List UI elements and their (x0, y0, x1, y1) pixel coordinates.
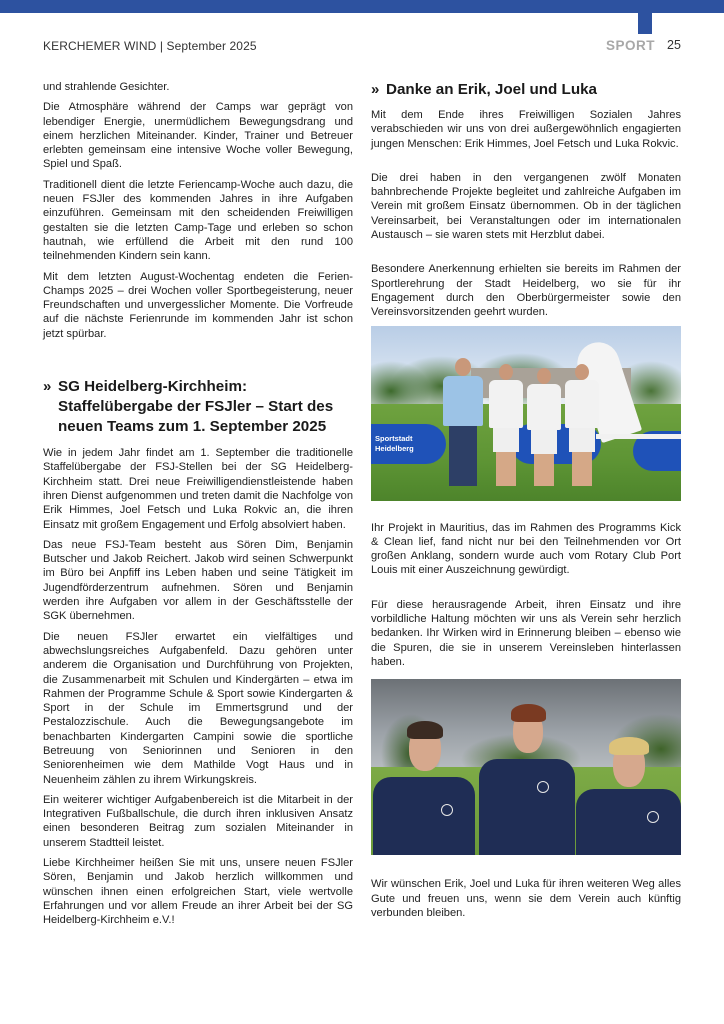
heading-marker-icon: » (43, 378, 52, 396)
paragraph: Die neuen FSJler erwartet ein vielfältiges und abwechslungsreiches Aufgabenfeld. Dazu gehören unter anderem die Organisation und Durchführung von Projekten, die Zusammenarbeit mit Schulen und Kindergärten – etwa im Rahmen der Programme Schule & Sport sowie Kindergarten & Sport in der Schule im Emmertsgrund und der Pestalozzischule. Auch die Bewegungsangebote im benachbarten Kindergarten Campini sowie die sportliche Betreuung von Seniorinnen und Senioren in den Seniorenheimen wie dem Mathilde Vogt Haus und in Neuenheim zählen zu ihrem Wirkungskreis. (43, 630, 353, 786)
paragraph: und strahlende Gesichter. (43, 81, 170, 93)
photo-award-ceremony (371, 326, 681, 501)
paragraph: Ihr Projekt in Mauritius, das im Rahmen des Programms Kick & Clean lief, fand nicht nur bei den Teilnehmenden vor Ort großen Anklang, sondern wurde auch vom Rotary Club Port Louis mit einer Auszeichnung gewürdigt. (371, 521, 681, 577)
paragraph: Wie in jedem Jahr findet am 1. September die traditionelle Staffelübergabe der FSJ-Stellen bei der SG Heidelberg-Kirchheim statt. Drei neue Freiwilligendienstleistende haben ihren Dienst aufgenommen und treten damit die Nachfolge von Erik Himmes, Joel Fetsch und Luka Rokvic an, die ihren Einsatz mit großem Engagement und Erfolg absolviert haben. (43, 447, 353, 531)
heading-text: SG Heidelberg-Kirchheim: Staffelübergabe der FSJler – Start des neuen Teams zum 1. September 2025 (58, 378, 334, 436)
sportstadt-banner: Sportstadt Heidelberg (371, 424, 446, 464)
paragraph: Für diese herausragende Arbeit, ihren Einsatz und ihre vorbildliche Haltung möchten wir uns als Verein sehr herzlich bedanken. Ihr Wirken wird in Erinnerung bleiben – ebenso wie die Spuren, die sie in unserem Vereinsleben hinterlassen haben. (371, 598, 681, 668)
photo-three-volunteers (371, 679, 681, 855)
paragraph: Mit dem letzten August-Wochentag endeten die Ferien-Champs 2025 – drei Wochen voller Sportbegeisterung, neuer Freundschaften und unvergesslicher Momente. Die Vorfreude auf die nächste Ferienrunde im kommenden Jahr ist schon jetzt spürbar. (43, 270, 353, 340)
section-tab-marker (638, 13, 652, 34)
paragraph: Die Atmosphäre während der Camps war geprägt von lebendiger Energie, unermüdlichem Bewegungsdrang und einem herzlichen Miteinander. Kinder, Trainer und Betreuer erlebten gemeinsam eine intensive Woche voller Bewegung, Spiel und Spaß. (43, 101, 353, 171)
heading-text: Danke an Erik, Joel und Luka (386, 81, 598, 98)
paragraph: Wir wünschen Erik, Joel und Luka für ihren weiteren Weg alles Gute und freuen uns, wenn sie dem Verein auch künftig verbunden bleiben. (371, 878, 681, 919)
paragraph: Die drei haben in den vergangenen zwölf Monaten bahnbrechende Projekte begleitet und zahlreiche Aufgaben im Verein mit großem Einsatz übernommen. Ob in der täglichen Vereinsarbeit, bei Veranstaltungen oder im internationalen Austausch – sie waren stets mit Herzblut dabei. (371, 171, 681, 242)
paragraph: Ein weiterer wichtiger Aufgabenbereich ist die Mitarbeit in der Integrativen Fußballschule, die durch ihren inklusiven Ansatz einen besonderen Beitrag zum sozialen Miteinander in unserem Stadtteil leistet. (43, 793, 353, 849)
article-heading-staffeluebergabe (43, 377, 353, 437)
top-accent-bar (0, 0, 724, 13)
trophy-table (596, 434, 681, 439)
right-column (371, 80, 681, 926)
page-number: 25 (667, 38, 681, 52)
paragraph: Traditionell dient die letzte Feriencamp-Woche auch dazu, die neuen FSJler des kommenden Jahres in ihre Aufgaben einzuführen. Gemeinsam mit den scheidenden Freiwilligen gestalten sie die letzten Camp-Tage und erleben so schon hautnah, wie erfüllend die Arbeit mit den rund 100 teilnehmenden Kindern sein kann. (43, 178, 353, 263)
paragraph: Besondere Anerkennung erhielten sie bereits im Rahmen der Sportlerehrung der Stadt Heidelberg, wo sie für ihr Engagement durch den Oberbürgermeister sowie den Vereinsvorsitzenden geehrt wurden. (371, 263, 681, 319)
paragraph: Liebe Kirchheimer heißen Sie mit uns, unsere neuen FSJler Sören, Benjamin und Jakob herzlich willkommen und wünschen ihnen einen erfolgreichen Start, viele wertvolle Erfahrungen und vor allem Freude an ihrer Arbeit bei der SG Heidelberg-Kirchheim e.V.! (43, 857, 353, 927)
left-column (43, 80, 353, 934)
running-head: KERCHEMER WIND | September 2025 (43, 39, 257, 53)
section-label: SPORT (606, 38, 656, 53)
heading-marker-icon: » (371, 81, 380, 98)
paragraph: Mit dem Ende ihres Freiwilligen Sozialen Jahres verabschieden wir uns von drei außergewöhnlich engagierten jungen Menschen: Erik Himmes, Joel Fetsch und Luka Rokvic. (371, 109, 681, 150)
paragraph: Das neue FSJ-Team besteht aus Sören Dim, Benjamin Butscher und Jakob Reichert. Jakob wird seinen Schwerpunkt im Büro bei Anpfiff ins Leben haben und seine Tätigkeit im Jugendförderzentrum aufnehmen. Sören und Benjamin werden ihre Aufgaben vor allem in der Geschäftsstelle der SGK übernehmen. (43, 538, 353, 623)
article-heading-danke (371, 80, 681, 100)
